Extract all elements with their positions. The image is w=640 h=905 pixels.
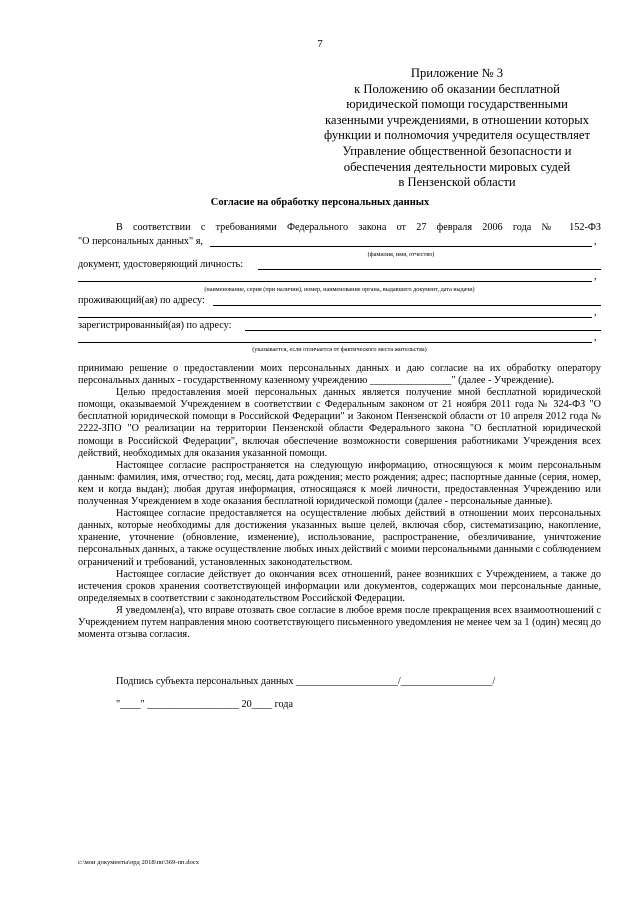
comma: , bbox=[594, 307, 597, 318]
page-number: 7 bbox=[317, 38, 323, 50]
appendix-line: обеспечения деятельности мировых судей bbox=[343, 159, 571, 174]
law-name-label: "О персональных данных" я, bbox=[78, 236, 203, 247]
comma: , bbox=[594, 236, 597, 247]
name-field[interactable] bbox=[210, 246, 592, 247]
registration-address-line2[interactable] bbox=[78, 342, 592, 343]
paragraph: Целью предоставления моей персональных данных является получение мной бесплатной юридической помощи, оказываемой Учреждением в соответствии с Федеральным законом от 21 ноября 2011 года № 324-ФЗ "О бесплатной юридической помощи в Российской Федерации" и Законом Пензенской области от 10 апреля 2012 года № 2222-ЗПО "О реализации на территории Пензенской области Федерального закона "О бесплатной юридической помощи в Российской Федерации", включая обеспечение возможности совершения работниками Учреждения всех действий, необходимых для оказания указанной помощи. bbox=[78, 387, 601, 459]
name-hint: (фамилия, имя, отчество) bbox=[367, 251, 435, 258]
address-hint: (указывается, если отличается от фактического места жительства) bbox=[252, 346, 427, 353]
signature-line: Подпись субъекта персональных данных ____________________/__________________/ bbox=[116, 676, 496, 687]
document-label: документ, удостоверяющий личность: bbox=[78, 259, 244, 270]
paragraph: Настоящее согласие предоставляется на осуществление любых действий в отношении моих персональных данных, которые необходимы для достижения указанных выше целей, включая сбор, систематизацию, накопление, хранение, уточнение (обновление, изменение), использование, распространение, обезличивание, уничтожение персональных данных, а также осуществление любых иных действий с моими персональными данными с соблюдением ограничений и требований, установленных законодательством. bbox=[78, 508, 601, 568]
appendix-line: Приложение № 3 bbox=[410, 66, 504, 80]
date-line: "____" __________________ 20____ года bbox=[116, 699, 294, 710]
residence-address-line2[interactable] bbox=[78, 317, 592, 318]
document-hint: (наименование, серия (при наличии), номер, наименование органа, выдавшего документ, дата выдачи) bbox=[204, 286, 475, 293]
appendix-line: казенными учреждениями, в отношении которых bbox=[324, 112, 590, 127]
document-title: Согласие на обработку персональных данных bbox=[210, 197, 430, 208]
appendix-line: к Положению об оказании бесплатной bbox=[354, 81, 560, 96]
file-path-footer: c:\мои документы\орд 2018\пп\369-пп.docx bbox=[78, 859, 200, 866]
intro-line: В соответствии с требованиями Федерального закона от 27 февраля 2006 года № 152-ФЗ bbox=[116, 222, 601, 233]
comma: , bbox=[594, 332, 597, 343]
consent-body bbox=[78, 363, 601, 641]
document-field[interactable] bbox=[258, 269, 601, 270]
appendix-line: в Пензенской области bbox=[398, 175, 516, 190]
paragraph: Настоящее согласие распространяется на следующую информацию, относящуюся к моим персональным данным: фамилия, имя, отчество; год, месяц, дата рождения; место рождения; адрес; паспортные данные (серия, номер, кем и когда выдан); любая другая информация, относящаяся к моей личности, предоставленная Учреждению или полученная Учреждением в ходе оказания бесплатной юридической помощи (далее - персональные данные). bbox=[78, 459, 601, 508]
residence-address-field[interactable] bbox=[213, 305, 601, 306]
paragraph: принимаю решение о предоставлении моих персональных данных и даю согласие на их обработку оператору персональных данных - государственному казенному учреждению ________________" (далее - Учреждение). bbox=[78, 363, 601, 387]
paragraph: Настоящее согласие действует до окончания всех отношений, ранее возникших с Учреждением, а также до истечения сроков хранения соответствующей информации или документов, содержащих мои персональные данные, определяемых в соответствии с законодательством Российской Федерации. bbox=[78, 568, 601, 604]
registration-label: зарегистрированный(ая) по адресу: bbox=[78, 320, 232, 331]
registration-address-field[interactable] bbox=[245, 330, 601, 331]
comma: , bbox=[594, 271, 597, 282]
appendix-header bbox=[318, 66, 596, 191]
appendix-line: юридической помощи государственными bbox=[346, 97, 568, 112]
appendix-line: функции и полномочия учредителя осуществляет bbox=[324, 128, 590, 143]
residence-label: проживающий(ая) по адресу: bbox=[78, 295, 205, 306]
paragraph: Я уведомлен(а), что вправе отозвать свое согласие в любое время после прекращения всех взаимоотношений с Учреждением путем направления мною соответствующего письменного уведомления не менее чем за 1 (один) месяц до момента отзыва согласия. bbox=[78, 604, 601, 641]
document-field-line2[interactable] bbox=[78, 281, 592, 282]
appendix-line: Управление общественной безопасности и bbox=[342, 143, 572, 158]
